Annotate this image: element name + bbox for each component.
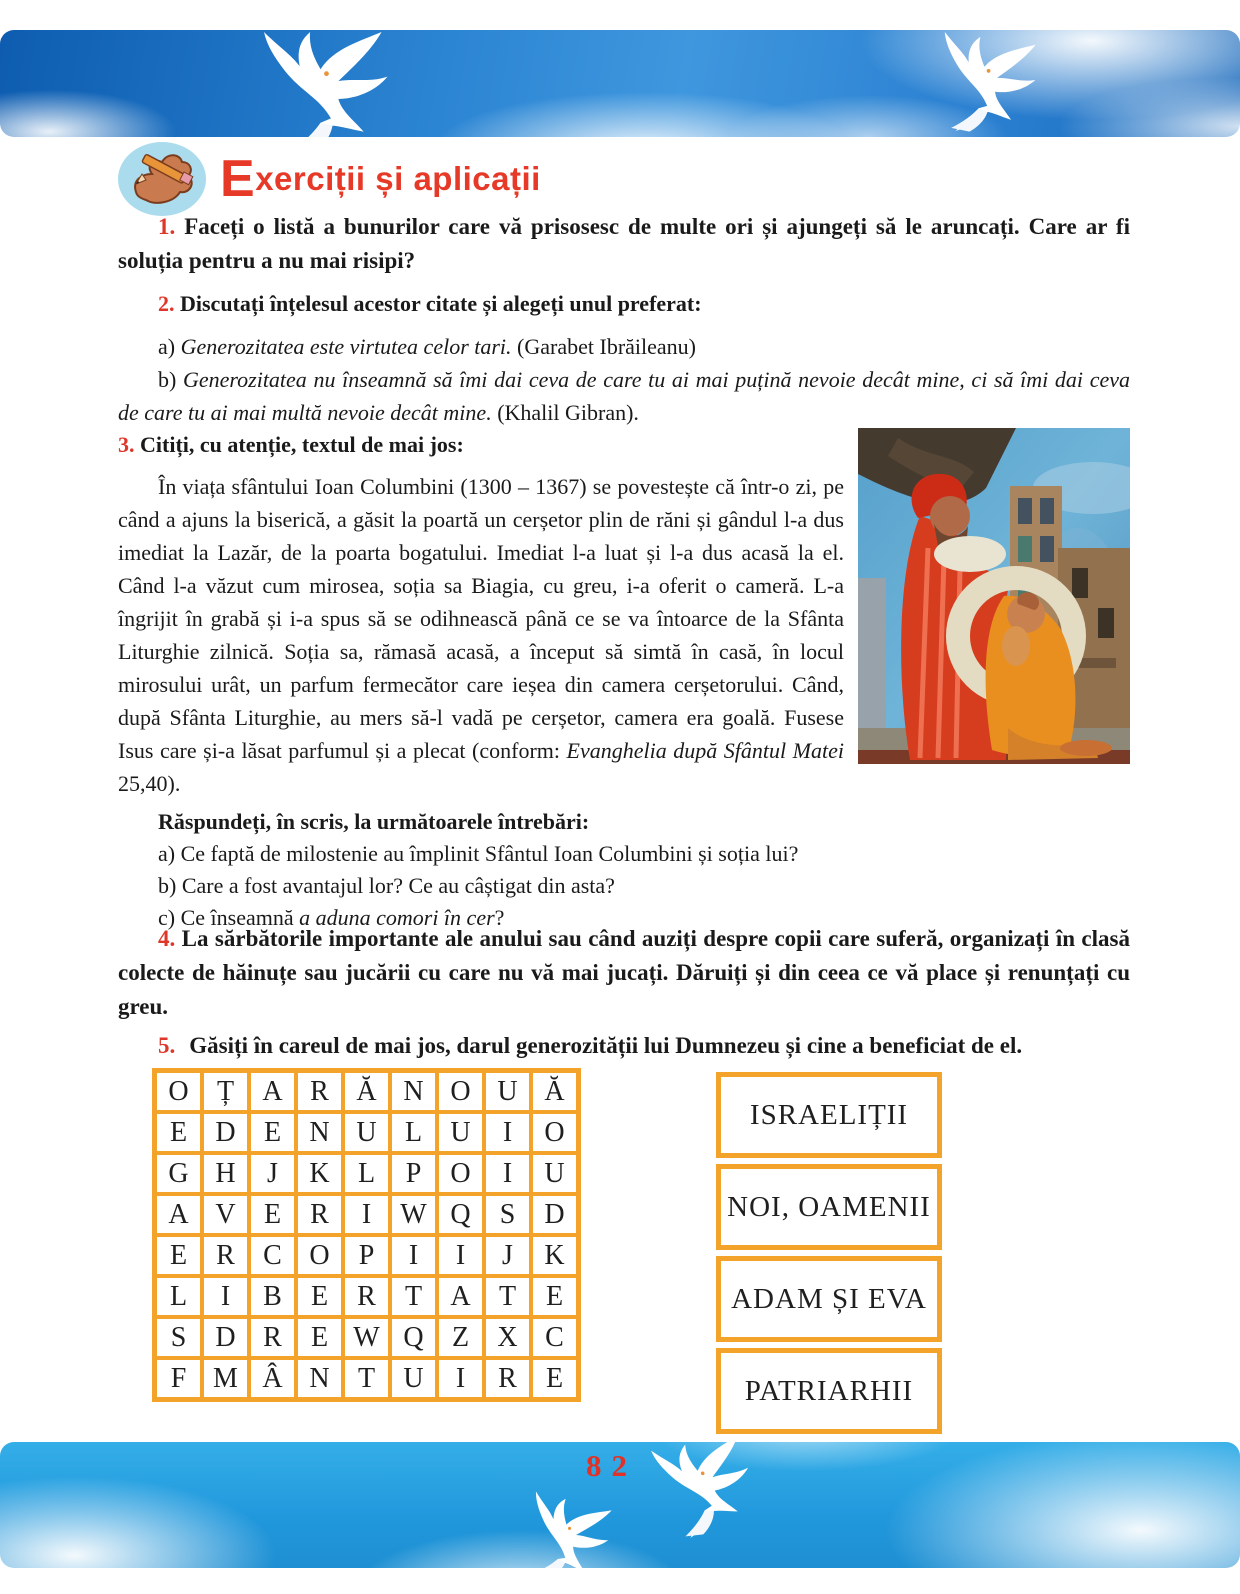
wordsearch-cell: E	[155, 1112, 203, 1153]
wordsearch-cell: C	[531, 1317, 579, 1358]
wordsearch-cell: G	[155, 1153, 203, 1194]
book-title: Evanghelia după Sfântul Matei	[566, 738, 844, 763]
exercise-text: Găsiți în careul de mai jos, darul generozității lui Dumnezeu și cine a beneficiat de el.	[189, 1033, 1023, 1058]
wordsearch-cell: P	[343, 1235, 390, 1276]
wordsearch-cell: Ă	[343, 1071, 390, 1113]
quote-attribution: (Garabet Ibrăileanu)	[511, 334, 696, 359]
wordsearch-cell: N	[296, 1112, 343, 1153]
wordsearch-cell: T	[484, 1276, 531, 1317]
exercise-number: 2.	[158, 291, 175, 316]
wordsearch-cell: X	[484, 1317, 531, 1358]
exercise-number: 1.	[158, 214, 176, 239]
wordsearch-cell: O	[155, 1071, 203, 1113]
wordsearch-cell: F	[155, 1358, 203, 1400]
idiom-text: a aduna comori în cer	[299, 905, 495, 930]
wordsearch-cell: T	[343, 1358, 390, 1400]
exercise-number: 5.	[158, 1033, 176, 1058]
wordsearch-cell: L	[155, 1276, 203, 1317]
wordsearch-cell: J	[484, 1235, 531, 1276]
page-title	[220, 150, 541, 208]
fresco-painting	[858, 428, 1130, 764]
wordsearch-cell: A	[437, 1276, 484, 1317]
page-number: 82	[586, 1448, 637, 1483]
wordsearch-cell: T	[390, 1276, 437, 1317]
wordsearch-cell: B	[249, 1276, 296, 1317]
wordsearch-cell: I	[484, 1112, 531, 1153]
wordsearch-cell: Z	[437, 1317, 484, 1358]
pencil-hand-icon	[116, 140, 208, 218]
wordsearch-cell: R	[296, 1071, 343, 1113]
exercise-heading: 2. Discutați înțelesul acestor citate și alegeți unul preferat:	[158, 291, 702, 316]
exercise-3	[118, 430, 1130, 934]
question-b: b) Care a fost avantajul lor? Ce au câștigat din asta?	[158, 873, 615, 898]
dove-icon	[635, 1442, 775, 1548]
wordsearch-row	[155, 1194, 579, 1235]
wordsearch-cell: C	[249, 1235, 296, 1276]
header-sky-banner	[0, 30, 1240, 137]
answer-options	[716, 1072, 942, 1434]
wordsearch-cell: M	[202, 1358, 249, 1400]
wordsearch-row	[155, 1317, 579, 1358]
wordsearch-cell: E	[249, 1112, 296, 1153]
wordsearch-cell: E	[249, 1194, 296, 1235]
title-rest: xerciții și aplicații	[255, 160, 541, 197]
wordsearch-cell: P	[390, 1153, 437, 1194]
wordsearch-cell: E	[531, 1276, 579, 1317]
wordsearch-row	[155, 1112, 579, 1153]
wordsearch-cell: U	[437, 1112, 484, 1153]
wordsearch-cell: S	[155, 1317, 203, 1358]
wordsearch-cell: Â	[249, 1358, 296, 1400]
wordsearch-cell: U	[484, 1071, 531, 1113]
exercise-number: 3.	[118, 432, 135, 457]
exercise-5	[118, 1030, 1130, 1062]
exercise-text: La sărbătorile importante ale anului sau când auziți despre copii care suferă, organizați în clasă colecte de hăinuțe sau jucării cu care nu vă mai jucați. Dăruiți și din ceea ce vă place și renunțați cu greu.	[118, 926, 1130, 1019]
wordsearch-cell: R	[249, 1317, 296, 1358]
wordsearch-cell: L	[343, 1153, 390, 1194]
wordsearch-cell: Q	[390, 1317, 437, 1358]
quote-item-b: b) Generozitatea nu înseamnă să îmi dai ceva de care tu ai mai puțină nevoie decât mine, ci să îmi dai ceva de care tu ai mai multă nevoie decât mine. (Khalil Gibran).	[118, 367, 1130, 425]
wordsearch-cell: I	[437, 1358, 484, 1400]
wordsearch-cell: S	[484, 1194, 531, 1235]
exercise-4	[118, 922, 1130, 1024]
title-initial: E	[220, 150, 256, 208]
wordsearch-row	[155, 1235, 579, 1276]
wordsearch-cell: I	[202, 1276, 249, 1317]
wordsearch-cell: O	[296, 1235, 343, 1276]
wordsearch-cell: R	[296, 1194, 343, 1235]
quote-text: Generozitatea este virtutea celor tari.	[180, 334, 512, 359]
wordsearch-cell: A	[155, 1194, 203, 1235]
wordsearch-cell: N	[390, 1071, 437, 1113]
wordsearch-cell: O	[531, 1112, 579, 1153]
quote-item-a: a) Generozitatea este virtutea celor tari. (Garabet Ibrăileanu)	[158, 334, 696, 359]
section-header	[116, 140, 541, 218]
answer-box: PATRIARHII	[716, 1348, 942, 1434]
wordsearch-cell: I	[343, 1194, 390, 1235]
wordsearch-cell: K	[296, 1153, 343, 1194]
wordsearch-cell: E	[296, 1276, 343, 1317]
wordsearch-row	[155, 1153, 579, 1194]
dove-icon	[914, 30, 1057, 137]
wordsearch-cell: W	[390, 1194, 437, 1235]
wordsearch-row	[155, 1276, 579, 1317]
wordsearch-cell: E	[531, 1358, 579, 1400]
wordsearch-cell: I	[390, 1235, 437, 1276]
exercise-1	[118, 210, 1130, 278]
wordsearch-cell: I	[437, 1235, 484, 1276]
wordsearch-cell: R	[202, 1235, 249, 1276]
wordsearch-cell: U	[531, 1153, 579, 1194]
exercise-2	[118, 288, 1130, 429]
wordsearch-grid	[152, 1068, 581, 1402]
dove-icon	[240, 32, 410, 137]
wordsearch-cell: O	[437, 1071, 484, 1113]
quote-text: Generozitatea nu înseamnă să îmi dai ceva de care tu ai mai puțină nevoie decât mine, ci să îmi dai ceva de care tu ai mai multă nevoie decât mine.	[118, 367, 1130, 425]
exercise-text: Faceți o listă a bunurilor care vă prisosesc de multe ori și ajungeți să le aruncați. Care ar fi soluția pentru a nu mai risipi?	[118, 214, 1130, 273]
wordsearch-cell: D	[531, 1194, 579, 1235]
wordsearch-cell: U	[343, 1112, 390, 1153]
wordsearch-cell: K	[531, 1235, 579, 1276]
wordsearch-cell: L	[390, 1112, 437, 1153]
wordsearch-row	[155, 1358, 579, 1400]
wordsearch-cell: R	[343, 1276, 390, 1317]
wordsearch-cell: Ă	[531, 1071, 579, 1113]
answer-box: NOI, OAMENII	[716, 1164, 942, 1250]
questions-heading: Răspundeți, în scris, la următoarele întrebări:	[158, 809, 590, 834]
wordsearch-cell: E	[296, 1317, 343, 1358]
wordsearch-cell: Q	[437, 1194, 484, 1235]
wordsearch-cell: Ț	[202, 1071, 249, 1113]
question-c: c) Ce înseamnă a aduna comori în cer?	[158, 905, 505, 930]
wordsearch-row	[155, 1071, 579, 1113]
reading-text: În viața sfântului Ioan Columbini (1300 – 1367) se povestește că într-o zi, pe când a ajuns la biserică, a găsit la poartă un cerșetor plin de răni și gândul l-a dus imediat la Lazăr, de la poarta bogatului. Imediat l-a luat și l-a dus acasă la el. Când l-a văzut cum mirosea, soția sa Biagia, cu greu, i-a oferit o cameră. L-a îngrijit în grabă și i-a spus să se odihnească până ce se va întoarce de la Sfânta Liturghie zilnică. Soția sa, rămasă acasă, a început să simtă în casă, în locul mirosului urât, un parfum fermecător care ieșea din camera cerșetorului. Când, după Sfânta Liturghie, au mers să-l vadă pe cerșetor, camera era goală. Fusese Isus care și-a lăsat parfumul și a plecat (conform: Evanghelia după Sfântul Matei 25,40).	[118, 474, 844, 796]
wordsearch-cell: U	[390, 1358, 437, 1400]
footer-sky-banner	[0, 1442, 1240, 1568]
wordsearch-cell: H	[202, 1153, 249, 1194]
wordsearch-cell: J	[249, 1153, 296, 1194]
exercise-number: 4.	[158, 926, 176, 951]
dove-icon	[501, 1488, 628, 1568]
wordsearch-cell: V	[202, 1194, 249, 1235]
question-a: a) Ce faptă de milostenie au împlinit Sfântul Ioan Columbini și soția lui?	[158, 841, 799, 866]
wordsearch-cell: W	[343, 1317, 390, 1358]
answer-box: ISRAELIȚII	[716, 1072, 942, 1158]
answer-box: ADAM ȘI EVA	[716, 1256, 942, 1342]
wordsearch-cell: A	[249, 1071, 296, 1113]
wordsearch-cell: I	[484, 1153, 531, 1194]
wordsearch-cell: D	[202, 1317, 249, 1358]
exercise-heading: 3. Citiți, cu atenție, textul de mai jos:	[118, 432, 464, 457]
wordsearch-cell: R	[484, 1358, 531, 1400]
wordsearch-cell: D	[202, 1112, 249, 1153]
quote-attribution: (Khalil Gibran).	[491, 400, 639, 425]
wordsearch-cell: N	[296, 1358, 343, 1400]
wordsearch-cell: E	[155, 1235, 203, 1276]
wordsearch-cell: O	[437, 1153, 484, 1194]
